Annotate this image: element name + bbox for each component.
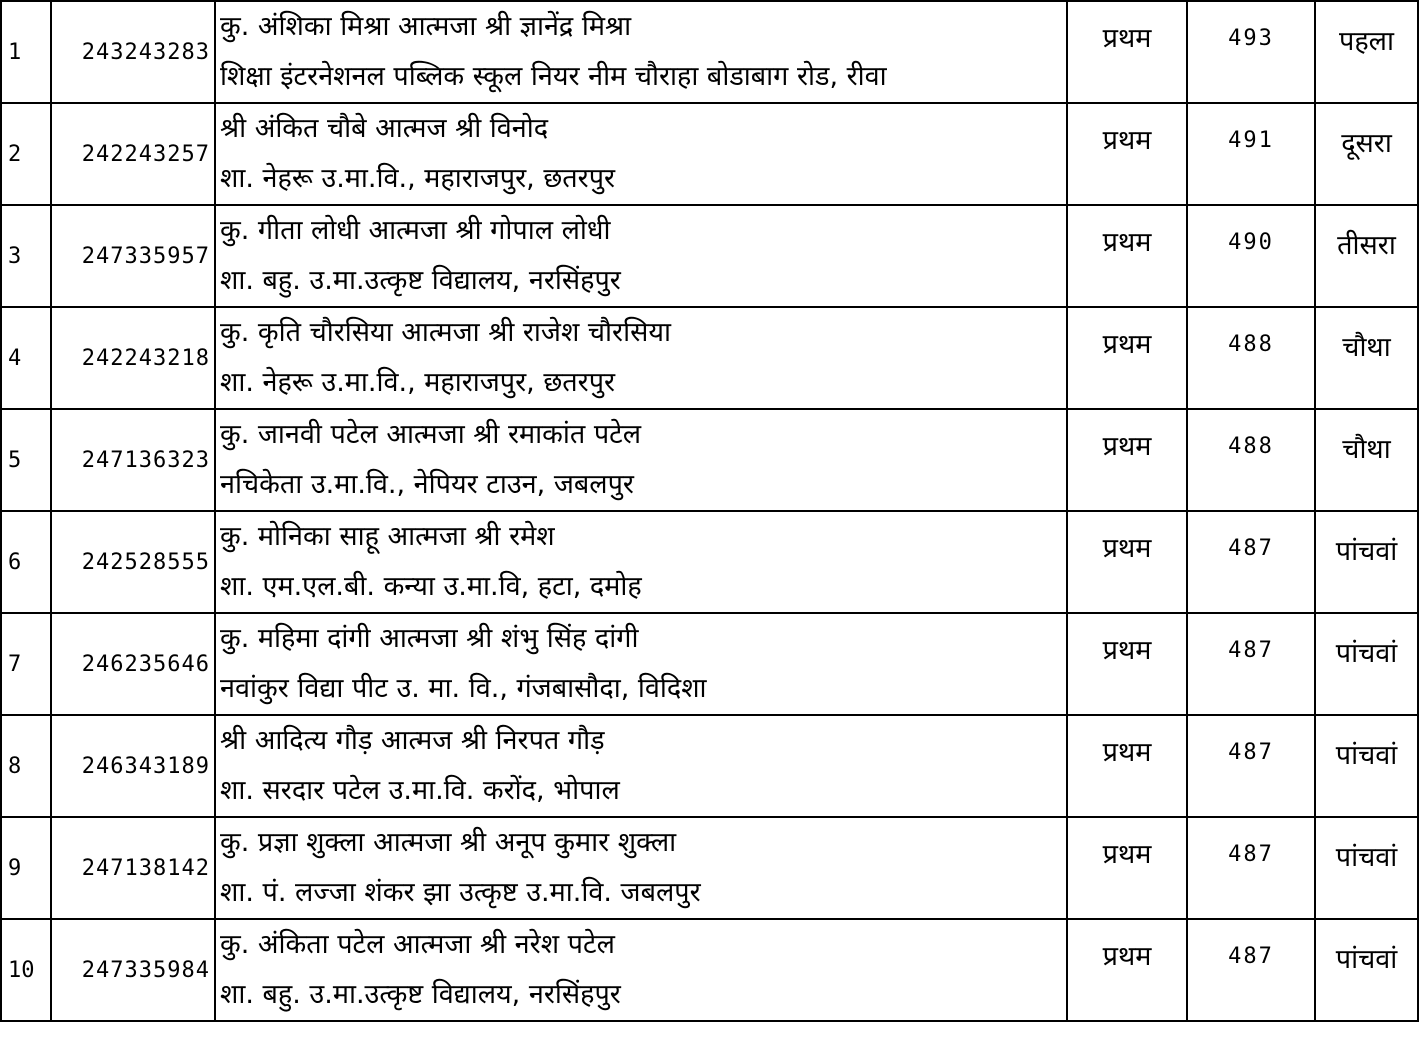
school-name: शा. बहु. उ.मा.उत्कृष्ट विद्यालय, नरसिंहपुर	[220, 265, 621, 296]
school-name: शा. नेहरू उ.मा.वि., महाराजपुर, छतरपुर	[220, 163, 616, 194]
rank-cell: पांचवां	[1315, 817, 1418, 919]
rank-cell: पांचवां	[1315, 715, 1418, 817]
school-name: शा. सरदार पटेल उ.मा.वि. करोंद, भोपाल	[220, 775, 620, 806]
student-name: श्री आदित्य गौड़ आत्मज श्री निरपत गौड़	[220, 725, 605, 756]
division-cell: प्रथम	[1067, 919, 1187, 1021]
table-row	[1, 307, 1418, 409]
student-details-cell	[215, 919, 1067, 1021]
table-row	[1, 715, 1418, 817]
roll-number-cell: 242243257	[51, 103, 215, 205]
rank-cell: दूसरा	[1315, 103, 1418, 205]
student-details-cell	[215, 715, 1067, 817]
student-details-cell	[215, 511, 1067, 613]
division-cell: प्रथम	[1067, 103, 1187, 205]
marks-cell: 493	[1187, 1, 1315, 103]
table-row	[1, 511, 1418, 613]
rank-cell: तीसरा	[1315, 205, 1418, 307]
student-name: कु. मोनिका साहू आत्मजा श्री रमेश	[220, 521, 555, 552]
student-name: कु. कृति चौरसिया आत्मजा श्री राजेश चौरसिया	[220, 317, 671, 348]
serial-number-cell: 7	[1, 613, 51, 715]
roll-number-cell: 247136323	[51, 409, 215, 511]
roll-number-cell: 246343189	[51, 715, 215, 817]
division-cell: प्रथम	[1067, 817, 1187, 919]
roll-number-cell: 247138142	[51, 817, 215, 919]
student-name: कु. प्रज्ञा शुक्ला आत्मजा श्री अनूप कुमार शुक्ला	[220, 827, 677, 858]
division-cell: प्रथम	[1067, 205, 1187, 307]
division-cell: प्रथम	[1067, 511, 1187, 613]
division-cell: प्रथम	[1067, 307, 1187, 409]
serial-number-cell: 4	[1, 307, 51, 409]
marks-cell: 488	[1187, 307, 1315, 409]
roll-number-cell: 243243283	[51, 1, 215, 103]
student-details-cell	[215, 613, 1067, 715]
roll-number-cell: 242528555	[51, 511, 215, 613]
division-cell: प्रथम	[1067, 1, 1187, 103]
marks-cell: 487	[1187, 715, 1315, 817]
school-name: शा. पं. लज्जा शंकर झा उत्कृष्ट उ.मा.वि. जबलपुर	[220, 877, 701, 908]
school-name: शा. नेहरू उ.मा.वि., महाराजपुर, छतरपुर	[220, 367, 616, 398]
marks-cell: 487	[1187, 511, 1315, 613]
marks-cell: 490	[1187, 205, 1315, 307]
serial-number-cell: 9	[1, 817, 51, 919]
student-name: कु. अंशिका मिश्रा आत्मजा श्री ज्ञानेंद्र मिश्रा	[220, 11, 632, 42]
roll-number-cell: 246235646	[51, 613, 215, 715]
table-row	[1, 919, 1418, 1021]
student-details-cell	[215, 1, 1067, 103]
division-cell: प्रथम	[1067, 613, 1187, 715]
serial-number-cell: 10	[1, 919, 51, 1021]
marks-cell: 491	[1187, 103, 1315, 205]
serial-number-cell: 8	[1, 715, 51, 817]
marks-cell: 487	[1187, 919, 1315, 1021]
table-row	[1, 205, 1418, 307]
serial-number-cell: 3	[1, 205, 51, 307]
student-name: कु. जानवी पटेल आत्मजा श्री रमाकांत पटेल	[220, 419, 642, 450]
marks-cell: 488	[1187, 409, 1315, 511]
division-cell: प्रथम	[1067, 409, 1187, 511]
rank-cell: चौथा	[1315, 409, 1418, 511]
marks-cell: 487	[1187, 817, 1315, 919]
roll-number-cell: 242243218	[51, 307, 215, 409]
student-name: कु. गीता लोधी आत्मजा श्री गोपाल लोधी	[220, 215, 611, 246]
roll-number-cell: 247335984	[51, 919, 215, 1021]
school-name: नचिकेता उ.मा.वि., नेपियर टाउन, जबलपुर	[220, 469, 634, 500]
roll-number-cell: 247335957	[51, 205, 215, 307]
division-cell: प्रथम	[1067, 715, 1187, 817]
student-details-cell	[215, 205, 1067, 307]
school-name: शा. बहु. उ.मा.उत्कृष्ट विद्यालय, नरसिंहपुर	[220, 979, 621, 1010]
student-details-cell	[215, 103, 1067, 205]
school-name: नवांकुर विद्या पीट उ. मा. वि., गंजबासौदा, विदिशा	[220, 673, 707, 704]
rank-cell: चौथा	[1315, 307, 1418, 409]
serial-number-cell: 2	[1, 103, 51, 205]
serial-number-cell: 6	[1, 511, 51, 613]
rank-cell: पहला	[1315, 1, 1418, 103]
rank-cell: पांचवां	[1315, 919, 1418, 1021]
student-details-cell	[215, 307, 1067, 409]
student-details-cell	[215, 409, 1067, 511]
rank-cell: पांचवां	[1315, 511, 1418, 613]
serial-number-cell: 1	[1, 1, 51, 103]
school-name: शा. एम.एल.बी. कन्या उ.मा.वि, हटा, दमोह	[220, 571, 642, 602]
student-details-cell	[215, 817, 1067, 919]
school-name: शिक्षा इंटरनेशनल पब्लिक स्कूल नियर नीम चौराहा बोडाबाग रोड, रीवा	[220, 61, 887, 92]
marks-cell: 487	[1187, 613, 1315, 715]
table-row	[1, 103, 1418, 205]
serial-number-cell: 5	[1, 409, 51, 511]
merit-list-body	[1, 1, 1418, 1021]
student-name: कु. अंकिता पटेल आत्मजा श्री नरेश पटेल	[220, 929, 615, 960]
rank-cell: पांचवां	[1315, 613, 1418, 715]
table-row	[1, 817, 1418, 919]
table-row	[1, 613, 1418, 715]
student-name: कु. महिमा दांगी आत्मजा श्री शंभु सिंह दांगी	[220, 623, 639, 654]
student-name: श्री अंकित चौबे आत्मज श्री विनोद	[220, 113, 549, 144]
table-row	[1, 1, 1418, 103]
table-row	[1, 409, 1418, 511]
